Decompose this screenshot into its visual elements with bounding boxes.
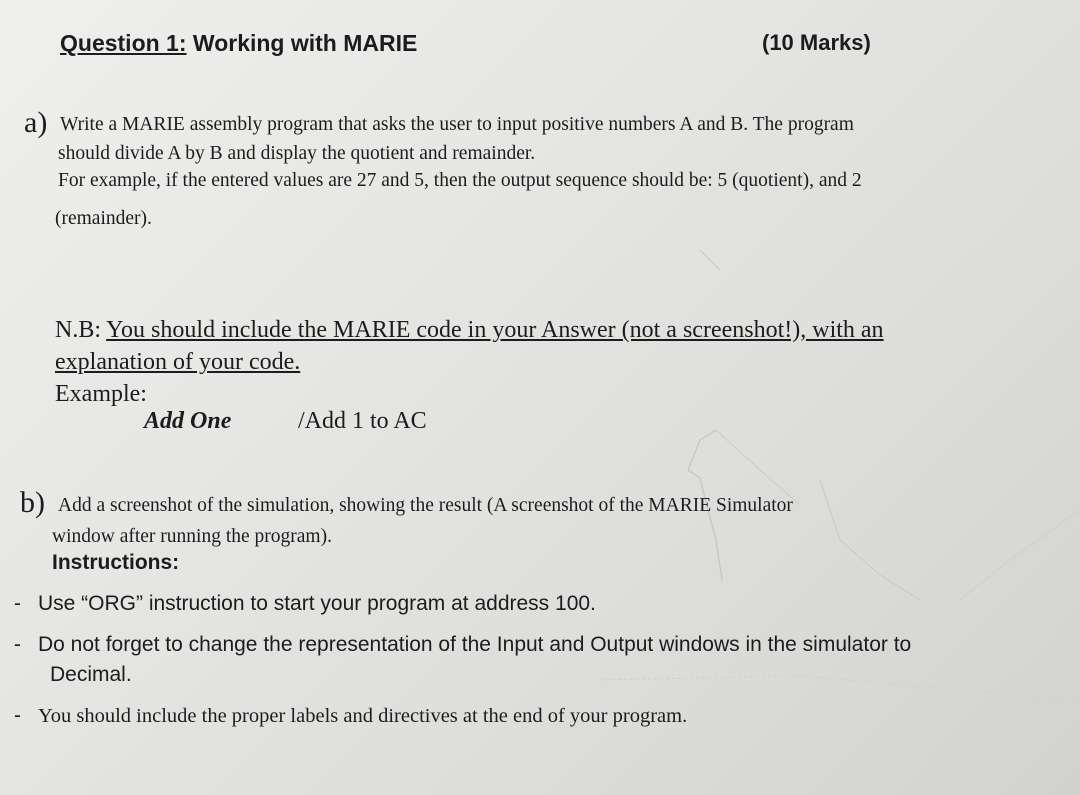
part-a-line-3: For example, if the entered values are 27 and 5, then the output sequence should be: 5 (quotient), and 2 <box>58 170 862 191</box>
note-text-1: You should include the MARIE code in your Answer (not a screenshot!), with an <box>106 317 884 343</box>
note-line-1 <box>55 314 884 346</box>
marks-label: (10 Marks) <box>762 30 871 55</box>
part-b-letter: b) <box>20 486 45 519</box>
example-comment: /Add 1 to AC <box>298 408 427 434</box>
question-title <box>60 30 417 57</box>
part-a-line-2: should divide A by B and display the quotient and remainder. <box>58 143 536 164</box>
part-a-letter: a) <box>24 106 48 139</box>
question-heading: Working with MARIE <box>186 30 418 56</box>
bullet-dash: - <box>14 704 21 727</box>
example-code: Add One <box>144 408 232 434</box>
instruction-text: Use “ORG” instruction to start your program at address 100. <box>38 592 596 615</box>
instruction-item <box>14 702 687 732</box>
instruction-text: You should include the proper labels and directives at the end of your program. <box>38 705 688 727</box>
question-number: Question 1: <box>60 30 187 56</box>
instruction-item <box>14 630 911 690</box>
part-b-line-2: window after running the program). <box>52 526 332 547</box>
example-label: Example: <box>55 381 147 407</box>
note-block <box>55 314 884 410</box>
note-text-2: explanation of your code. <box>55 349 301 375</box>
instruction-text-continued: Decimal. <box>50 663 132 686</box>
instructions-heading: Instructions: <box>52 551 180 574</box>
note-prefix: N.B: <box>55 317 107 343</box>
instruction-item <box>14 590 596 618</box>
instruction-text: Do not forget to change the representation of the Input and Output windows in the simulator to <box>38 633 912 656</box>
bullet-dash: - <box>14 633 21 656</box>
bullet-dash: - <box>14 592 21 615</box>
part-b-line-1: Add a screenshot of the simulation, showing the result (A screenshot of the MARIE Simulator <box>58 495 793 516</box>
part-a-line-1: Write a MARIE assembly program that asks the user to input positive numbers A and B. The program <box>60 114 854 135</box>
part-a-line-4: (remainder). <box>55 208 152 229</box>
